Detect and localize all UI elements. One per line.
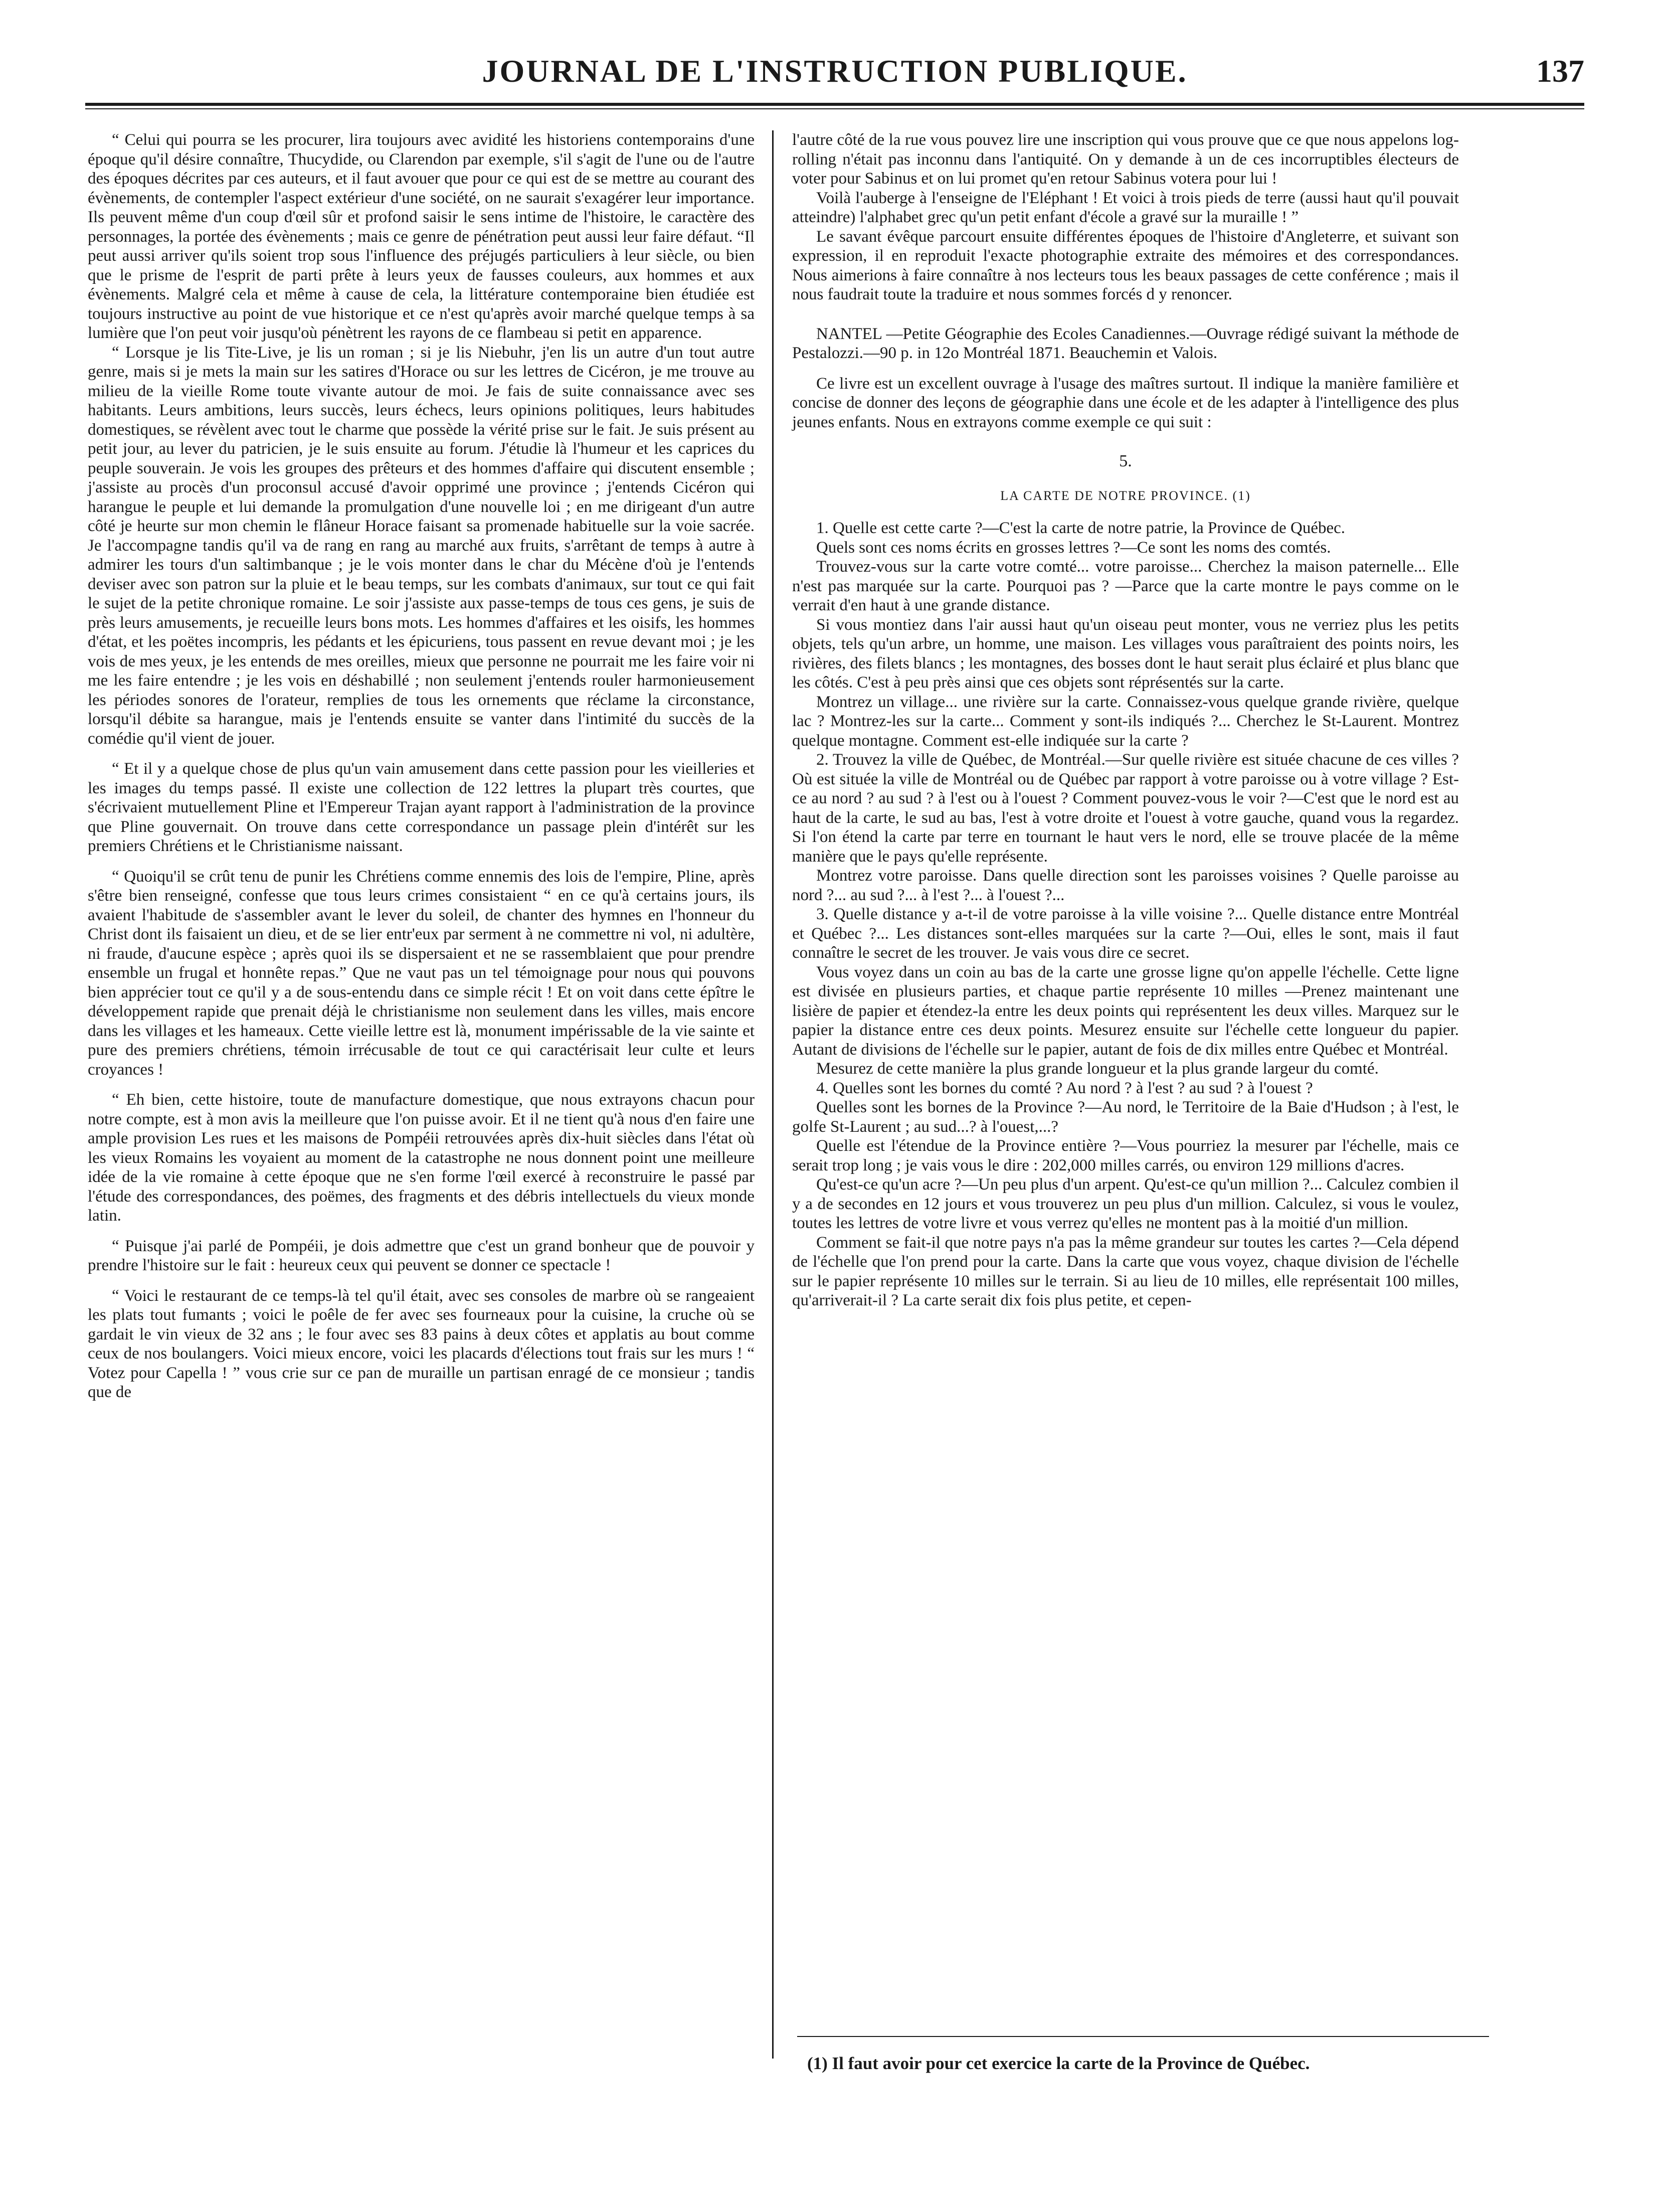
lesson-paragraph: Quels sont ces noms écrits en grosses lettres ?—Ce sont les noms des comtés. [816, 538, 1331, 557]
lesson-paragraph: Qu'est-ce qu'un acre ?—Un peu plus d'un arpent. Qu'est-ce qu'un million ?... Calculez combien il y a de secondes en 12 jours et vous trouverez un peu plus d'un million. Calculez, si vous le voulez, toutes les lettres de votre livre et vous verrez qu'elles ne montent pas à la moitié d'un million. [792, 1175, 1459, 1232]
paragraph: “ Eh bien, cette histoire, toute de manufacture domestique, que nous extrayons chacun pour notre compte, est à mon avis la meilleure que l'on puisse avoir. Et il ne tient qu'à nous d'en faire une ample provision Les rues et les maisons de Pompéii retrouvées après dix-huit siècles dans l'état où les vieux Romains les voyaient au moment de la catastrophe ne nous donnent point une meilleure idée de la vie romaine à cette époque que ne s'en forme l'œil exercé à reconstruire le passé par l'étude des correspondances, des poëmes, des fragments et des débris intellectuels du vieux monde latin. [88, 1091, 755, 1225]
left-column [88, 130, 755, 1402]
section-number: 5. [1119, 452, 1132, 470]
paragraph: “ Celui qui pourra se les procurer, lira toujours avec avidité les historiens contemporains d'une époque qu'il désire connaître, Thucydide, ou Clarendon par exemple, s'il s'agit de l'une ou de l'autre des époques décrites par ces auteurs, et il faut avouer que pour ce qui est de se mettre au courant des évènements, de contempler l'aspect extérieur d'une société, on ne saurait s'exagérer leur importance. Ils peuvent même d'un coup d'œil sûr et profond saisir le sens intime de l'histoire, le caractère des personnages, la portée des évènements ; mais ce genre de pénétration peut aussi leur faire défaut. “Il peut aussi arriver qu'ils soient trop sous l'influence des préjugés particuliers à leur siècle, ou bien que le prisme de l'esprit de parti prête à leurs yeux de fausses couleurs, aux hommes et aux évènements. Malgré cela et même à cause de cela, la littérature contemporaine bien étudiée est toujours instructive au point de vue historique et ce n'est qu'après avoir marché quelque temps à sa lumière que l'on peut voir jusqu'où pénètrent les rayons de ce flambeau si petit en apparence. [88, 131, 755, 342]
lesson-paragraph: Quelle est l'étendue de la Province entière ?—Vous pourriez la mesurer par l'échelle, mais ce serait trop long ; je vais vous le dire : 202,000 milles carrés, ou environ 129 millions d'acres. [792, 1137, 1459, 1174]
book-notice: NANTEL —Petite Géographie des Ecoles Canadiennes.—Ouvrage rédigé suivant la méthode de Pestalozzi.—90 p. in 12o Montréal 1871. Beauchemin et Valois. [792, 324, 1459, 362]
paragraph: “ Et il y a quelque chose de plus qu'un vain amusement dans cette passion pour les vieilleries et les images du temps passé. Il existe une collection de 122 lettres la plupart très courtes, que s'écrivaient mutuellement Pline et l'Empereur Trajan ayant rapport à l'administration de la province que Pline gouvernait. On trouve dans cette correspondance un passage plein d'intérêt sur les premiers Chrétiens et le Christianisme naissant. [88, 760, 755, 855]
paragraph: l'autre côté de la rue vous pouvez lire une inscription qui vous prouve que ce que nous appelons log-rolling n'était pas inconnu dans l'antiquité. On y demande à un de ces incorruptibles électeurs de voter pour Sabinus et on lui promet qu'en retour Sabinus votera pour lui ! [792, 131, 1459, 188]
paragraph: “ Quoiqu'il se crût tenu de punir les Chrétiens comme ennemis des lois de l'empire, Pline, après s'être bien renseigné, confesse que tous leurs crimes consistaient “ en ce qu'à certains jours, ils avaient l'habitude de s'assembler avant le lever du soleil, de chanter des hymnes en l'honneur du Christ dont ils faisaient un dieu, et de se lier entr'eux par serment à ne commettre ni vol, ni adultère, ni fraude, d'aucune espèce ; après quoi ils se dispersaient et ne se rassemblaient que pour prendre ensemble un frugal et honnête repas.” Que ne vaut pas un tel témoignage pour nous qui pouvons bien apprécier tout ce qu'il y a de sous-entendu dans ce simple récit ! Et on voit dans cette épître le développement rapide que prenait déjà le christianisme non seulement dans les villes, mais encore dans les villages et les hameaux. Cette vieille lettre est là, monument impérissable de la vie sainte et pure des premiers chrétiens, témoin irrécusable de tout ce qui caractérisait leur culte et leurs croyances ! [88, 867, 755, 1079]
page-number: 137 [1536, 53, 1584, 89]
lesson-paragraph: 1. Quelle est cette carte ?—C'est la carte de notre patrie, la Province de Québec. [816, 519, 1346, 537]
lesson-paragraph: Quelles sont les bornes de la Province ?—Au nord, le Territoire de la Baie d'Hudson ; à l'est, le golfe St-Laurent ; au sud...? à l'ouest,...? [792, 1098, 1459, 1136]
header-rule [85, 103, 1584, 106]
paragraph: “ Voici le restaurant de ce temps-là tel qu'il était, avec ses consoles de marbre où se rangeaient les plats tout fumants ; voici le poêle de fer avec ses fourneaux pour la cuisine, la cruche où se gardait le vin vieux de 32 ans ; le four avec ses 83 pains à deux côtes et applatis au bout comme ceux de nos boulangers. Voici mieux encore, voici les placards d'élections tout frais sur les murs ! “ Votez pour Capella ! ” vous crie sur ce pan de muraille un partisan enragé de ce monsieur ; tandis que de [88, 1286, 755, 1401]
paragraph: “ Lorsque je lis Tite-Live, je lis un roman ; si je lis Niebuhr, j'en lis un autre d'un tout autre genre, mais si je mets la main sur les satires d'Horace ou sur les lettres de Cicéron, je me trouve au milieu de la vieille Rome toute vivante autour de moi. Je fais de suite connaissance avec ses habitants. Leurs ambitions, leurs succès, leurs échecs, leurs opinions politiques, leurs habitudes domestiques, se révèlent avec tout le charme que possède la vérité prise sur le fait. Je suis présent au petit jour, au lever du patricien, je le suis ensuite au forum. J'étudie là l'humeur et les caprices du peuple souverain. Je vois les groupes des prêteurs et des hommes d'affaire qui discutent ensemble ; j'assiste au procès d'un proconsul accusé d'avoir opprimé une province ; j'entends Cicéron qui harangue le peuple et lui demande la promulgation d'une nouvelle loi ; en me dirigeant d'un autre côté je heurte sur mon chemin le flâneur Horace faisant sa promenade habituelle sur la voie sacrée. Je l'accompagne tandis qu'il va de rang en rang au marché aux fruits, s'arrêtant de temps à autre à admirer les tours d'un saltimbanque ; je le vois monter dans le char du Mécène d'où je l'entends deviser avec son patron sur la pluie et le beau temps, sur les combats d'animaux, sur tout ce qui fait le sujet de la petite chronique romaine. Le soir j'assiste aux passe-temps de tous ces gens, je suis de près leurs amusements, je recueille leurs bons mots. Les hommes d'affaires et les oisifs, les hommes d'état, et les poëtes incompris, les pédants et les épicuriens, tous passent en revue devant moi ; je les vois de mes yeux, je les entends de mes oreilles, mieux que personne ne pourrait me les faire voir ni me les faire entendre ; je les vois en déshabillé ; non seulement j'entends rouler harmonieusement les périodes sonores de l'orateur, remplies de tous les ornements que réclame la circonstance, lorsqu'il débite sa harangue, mais je l'entends ensuite se vanter dans l'intimité du succès de la comédie qu'il vient de jouer. [88, 343, 755, 748]
lesson-paragraph: Comment se fait-il que notre pays n'a pas la même grandeur sur toutes les cartes ?—Cela dépend de l'échelle que l'on prend pour la carte. Dans la carte que vous voyez, chaque division de l'échelle sur le papier représente 10 milles sur le terrain. Si au lieu de 10 milles, elle représentait 100 milles, qu'arriverait-il ? La carte serait dix fois plus petite, et cepen- [792, 1233, 1459, 1309]
paragraph: Le savant évêque parcourt ensuite différentes époques de l'histoire d'Angleterre, et suivant son expression, il en reproduit l'exacte photographie extraite des mémoires et des correspondances. Nous aimerions à faire connaître à nos lecteurs tous les beaux passages de cette conférence ; mais il nous faudrait toute la traduire et nous sommes forcés d y renoncer. [792, 227, 1459, 303]
lesson-paragraph: 3. Quelle distance y a-t-il de votre paroisse à la ville voisine ?... Quelle distance entre Montréal et Québec ?... Les distances sont-elles marquées sur la carte ?—Oui, elles le sont, mais il faut connaître le secret de les trouver. Je vais vous dire ce secret. [792, 905, 1459, 962]
lesson-paragraph: Trouvez-vous sur la carte votre comté... votre paroisse... Cherchez la maison paternelle... Elle n'est pas marquée sur la carte. Pourquoi pas ? —Parce que la carte montre le pays comme on le verrait d'en haut à une grande distance. [792, 558, 1459, 614]
paragraph: “ Puisque j'ai parlé de Pompéii, je dois admettre que c'est un grand bonheur que de pouvoir y prendre l'histoire sur le fait : heureux ceux qui peuvent se donner ce spectacle ! [88, 1237, 755, 1274]
footnote: (1) Il faut avoir pour cet exercice la carte de la Province de Québec. [807, 2054, 1310, 2073]
header-rule-thin [85, 108, 1584, 109]
lesson-paragraph: 4. Quelles sont les bornes du comté ? Au nord ? à l'est ? au sud ? à l'ouest ? [816, 1079, 1313, 1097]
section-heading: LA CARTE DE NOTRE PROVINCE. (1) [1000, 488, 1251, 503]
lesson-paragraph: Mesurez de cette manière la plus grande longueur et la plus grande largeur du comté. [816, 1060, 1379, 1078]
lesson-paragraph: Montrez un village... une rivière sur la carte. Connaissez-vous quelque grande rivière, quelque lac ? Montrez-les sur la carte... Comment y sont-ils indiqués ?... Cherchez le St-Laurent. Montrez quelque montagne. Comment est-elle indiquée sur la carte ? [792, 693, 1459, 750]
right-column [792, 130, 1459, 1310]
footnote-rule [797, 2036, 1489, 2037]
journal-title: JOURNAL DE L'INSTRUCTION PUBLIQUE. [482, 53, 1188, 89]
lesson-paragraph: 2. Trouvez la ville de Québec, de Montréal.—Sur quelle rivière est située chacune de ces villes ? Où est située la ville de Montréal ou de Québec par rapport à votre paroisse ou à votre village ? Est-ce au nord ? au sud ? à l'est ou à l'ouest ? Comment pouvez-vous le voir ?—C'est que le nord est au haut de la carte, le sud au bas, l'est à votre droite et l'ouest à votre gauche, quand vous la regardez. Si l'on étend la carte par terre en tournant le haut vers le nord, elle se trouve placée de la même manière que le pays qu'elle représente. [792, 751, 1459, 866]
lesson-paragraph: Montrez votre paroisse. Dans quelle direction sont les paroisses voisines ? Quelle paroisse au nord ?... au sud ?... à l'est ?... à l'ouest ?... [792, 867, 1459, 904]
paragraph: Voilà l'auberge à l'enseigne de l'Eléphant ! Et voici à trois pieds de terre (aussi haut qu'il pouvait atteindre) l'alphabet grec qu'un petit enfant d'école a gravé sur la muraille ! ” [792, 189, 1459, 226]
column-divider [772, 130, 774, 2059]
page-header [85, 48, 1584, 108]
lesson-paragraph: Vous voyez dans un coin au bas de la carte une grosse ligne qu'on appelle l'échelle. Cette ligne est divisée en plusieurs parties, et chaque partie représente 10 milles —Prenez maintenant une lisière de papier et étendez-la entre les deux points qui représentent les deux villes. Marquez sur le papier la distance entre ces deux points. Mesurez ensuite sur l'échelle cette longueur du papier. Autant de divisions de l'échelle sur le papier, autant de fois de dix milles entre Québec et Montréal. [792, 963, 1459, 1059]
lesson-paragraph: Si vous montiez dans l'air aussi haut qu'un oiseau peut monter, vous ne verriez plus les petits objets, tels qu'un arbre, un homme, une maison. Les villages vous paraîtraient des points noirs, les rivières, des filets blancs ; les montagnes, des bosses dont le haut serait plus éclairé et plus blanc que les côtés. C'est à peu près ainsi que ces objets sont réprésentés sur la carte. [792, 615, 1459, 692]
book-review: Ce livre est un excellent ouvrage à l'usage des maîtres surtout. Il indique la manière familière et concise de donner des leçons de géographie dans une école et de les adapter à l'intelligence des plus jeunes enfants. Nous en extrayons comme exemple ce qui suit : [792, 374, 1459, 431]
